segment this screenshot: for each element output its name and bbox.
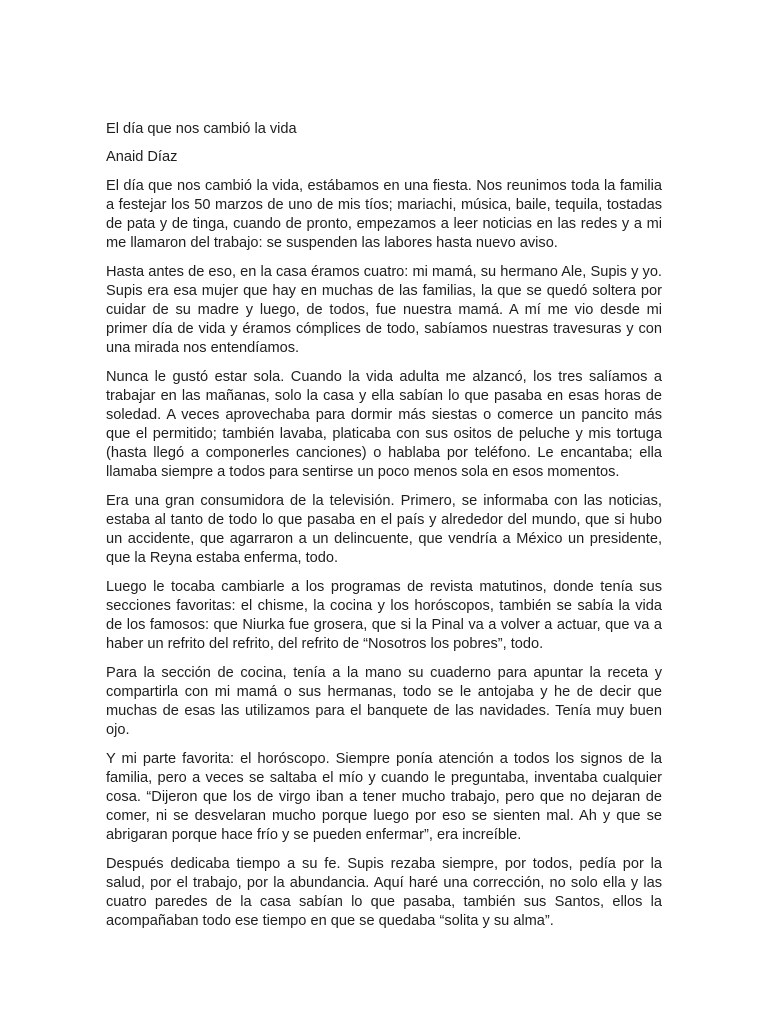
paragraph: Luego le tocaba cambiarle a los programas de revista matutinos, donde tenía sus secciones favoritas: el chisme, la cocina y los horóscopos, también se sabía la vida de los famosos: que Niurka fue grosera, que si la Pinal va a volver a actuar, que va a haber un refrito del refrito, del refrito de “Nosotros los pobres”, todo. [106,579,662,652]
paragraph: El día que nos cambió la vida, estábamos en una fiesta. Nos reunimos toda la familia a festejar los 50 marzos de uno de mis tíos; mariachi, música, baile, tequila, tostadas de pata y de tinga, cuando de pronto, empezamos a leer noticias en las redes y a mi me llamaron del trabajo: se suspenden las labores hasta nuevo aviso. [106,178,662,251]
document-title: El día que nos cambió la vida [106,121,297,137]
paragraph: Hasta antes de eso, en la casa éramos cuatro: mi mamá, su hermano Ale, Supis y yo. Supis era esa mujer que hay en muchas de las familias, la que se quedó soltera por cuidar de su madre y luego, de todos, fue nuestra mamá. A mí me vio desde mi primer día de vida y éramos cómplices de todo, sabíamos nuestras travesuras y con una mirada nos entendíamos. [106,264,662,356]
paragraph: Era una gran consumidora de la televisión. Primero, se informaba con las noticias, estaba al tanto de todo lo que pasaba en el país y alrededor del mundo, que si hubo un accidente, que agarraron a un delincuente, que vendría a México un presidente, que la Reyna estaba enferma, todo. [106,493,662,566]
document-author: Anaid Díaz [106,149,178,165]
document-body [106,120,662,941]
paragraph: Para la sección de cocina, tenía a la mano su cuaderno para apuntar la receta y compartirla con mi mamá o sus hermanas, todo se le antojaba y he de decir que muchas de esas las utilizamos para el banquete de las navidades. Tenía muy buen ojo. [106,665,662,738]
paragraph: Y mi parte favorita: el horóscopo. Siempre ponía atención a todos los signos de la familia, pero a veces se saltaba el mío y cuando le preguntaba, inventaba cualquier cosa. “Dijeron que los de virgo iban a tener mucho trabajo, pero que no dejaran de comer, ni se desvelaran mucho porque luego por eso se sienten mal. Ah y que se abrigaran porque hace frío y se pueden enfermar”, era increíble. [106,751,662,843]
paragraph: Después dedicaba tiempo a su fe. Supis rezaba siempre, por todos, pedía por la salud, por el trabajo, por la abundancia. Aquí haré una corrección, no solo ella y las cuatro paredes de la casa sabían lo que pasaba, también sus Santos, ellos la acompañaban todo ese tiempo en que se quedaba “solita y su alma”. [106,856,662,929]
paragraph: Nunca le gustó estar sola. Cuando la vida adulta me alzancó, los tres salíamos a trabajar en las mañanas, solo la casa y ella sabían lo que pasaba en esas horas de soledad. A veces aprovechaba para dormir más siestas o comerce un pancito más que el permitido; también lavaba, platicaba con sus ositos de peluche y mis tortuga (hasta llegó a componerles canciones) o hablaba por teléfono. Le encantaba; ella llamaba siempre a todos para sentirse un poco menos sola en esos momentos. [106,369,662,480]
